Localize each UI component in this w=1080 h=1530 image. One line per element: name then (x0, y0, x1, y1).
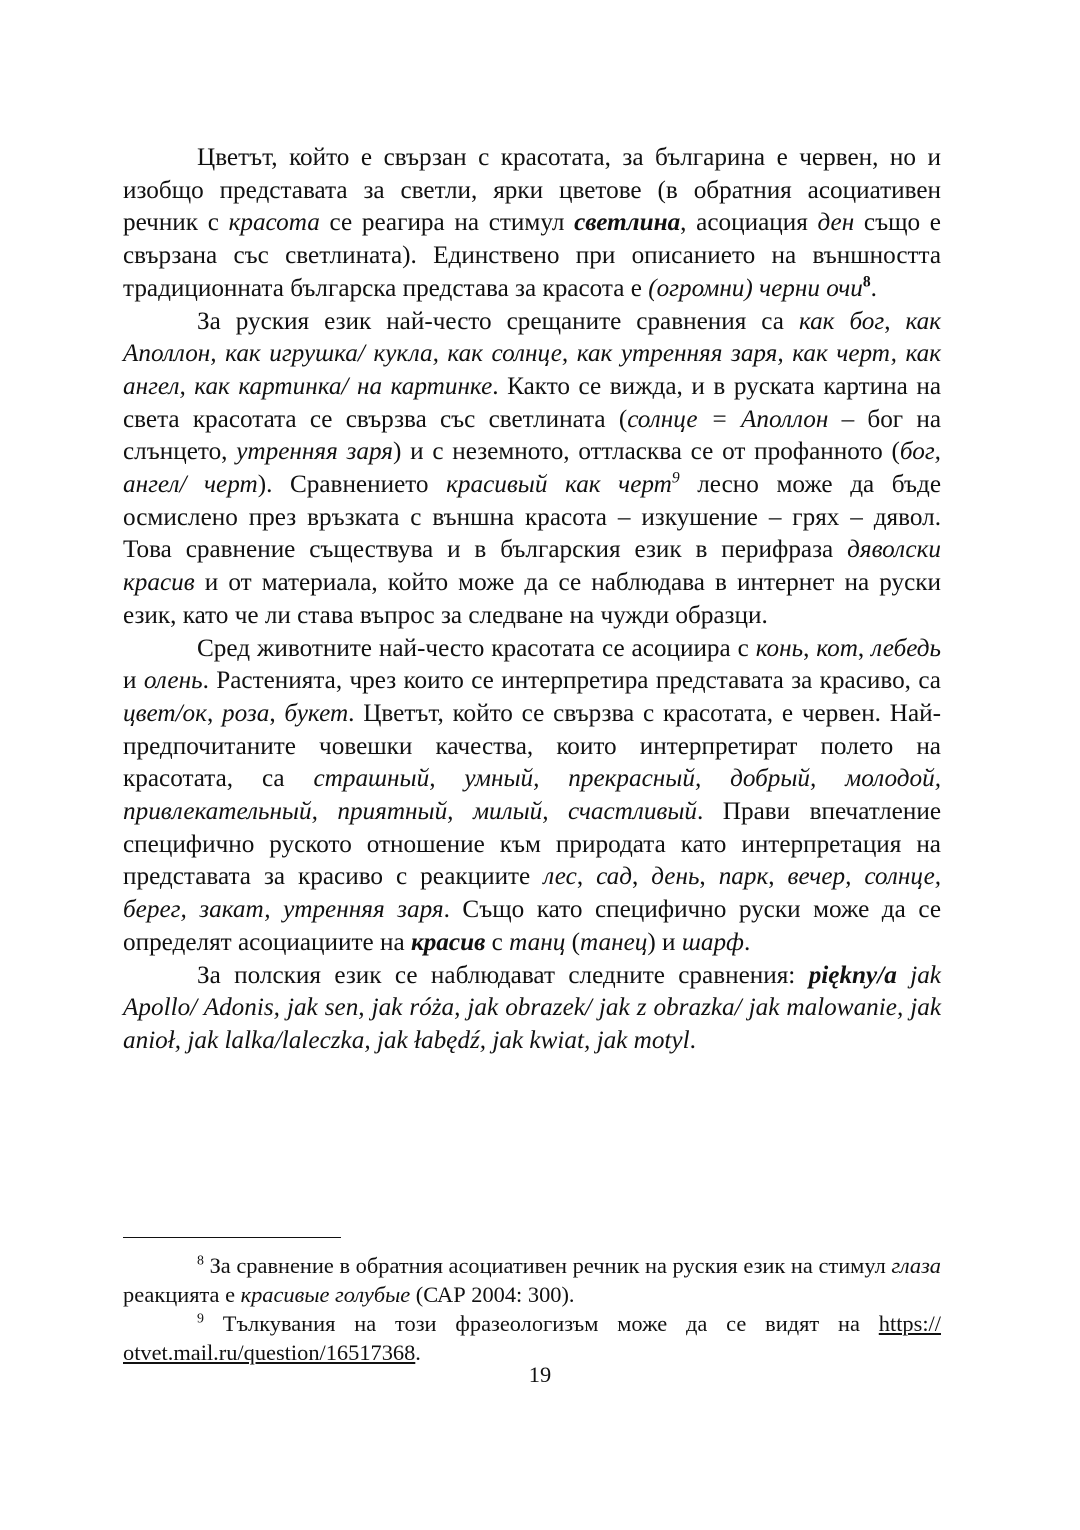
footnote (123, 1309, 941, 1367)
text-run: (САР 2004: 300). (410, 1282, 575, 1307)
text-run: . Прави впечатление специфично руското отношение към природата като интерпретация на представата за красиво с реакциите (123, 798, 941, 891)
emphasized-text: глаза (891, 1253, 941, 1278)
emphasized-text: букет (284, 699, 349, 727)
emphasized-text: конь (755, 634, 804, 662)
emphasized-text: роза (222, 699, 270, 727)
text-run: , (206, 699, 223, 727)
text-run: реакцията е (123, 1282, 241, 1307)
footnote-link[interactable]: https:// otvet.mail.ru/question/16517368 (123, 1311, 941, 1365)
emphasized-text: jak Apollo/ Adonis, jak sen, jak róża, jak obrazek/ jak z obrazka/ jak malowanie, jak anioł, jak lalka/laleczka, jak łabędź, jak kwiat, jak motyl (123, 961, 941, 1054)
footnote-marker: 9 (671, 469, 680, 487)
emphasized-text: олень (143, 667, 203, 695)
text-run: се реагира на стимул (319, 209, 575, 237)
emphasized-text: солнце = Аполлон (627, 405, 829, 433)
text-run: . (743, 928, 751, 956)
emphasized-text: вечер, солнце, берег, закат, утренняя заря (123, 863, 942, 924)
text-run: , (269, 699, 285, 727)
text-run: , (576, 863, 597, 891)
paragraph (123, 306, 941, 633)
text-run: За руския език най-често срещаните сравнения са (197, 307, 799, 335)
emphasized-text: страшный, умный, прекрасный, добрый, молодой, привлекательный, приятный, милый, счастливый (123, 765, 941, 826)
text-run: . (870, 274, 877, 302)
text-run: , (857, 634, 872, 662)
emphasized-text: сад (596, 863, 632, 891)
emphasized-text: красивые голубые (240, 1282, 411, 1307)
text-run: – бог на слънцето, (123, 405, 941, 466)
emphasized-text: красив (410, 928, 486, 956)
text-run: . Както се вижда, и в руската картина на света красотата се свързва със светлината ( (123, 372, 942, 433)
text-run: , асоциация (680, 209, 818, 237)
emphasized-text: кот (816, 634, 858, 662)
text-run: ). Сравнението (257, 471, 447, 499)
text-run: За полския език се наблюдават следните сравнения: (197, 961, 809, 989)
footnote-marker: 9 (197, 1311, 204, 1327)
text-run: и от материала, който може да се наблюдава в интернет на руски език, като че ли става въпрос за следване на чужди образци. (123, 569, 941, 629)
text-run: и (123, 667, 144, 695)
emphasized-text: красота (228, 209, 320, 237)
text-run: , (699, 863, 719, 891)
text-run: , (803, 634, 817, 662)
text-run: . Цветът, който се свързва с красотата, е червен. Най-предпочитаните човешки качества, които интерпретират полето на красотата, са (123, 699, 941, 793)
text-run: ) и (647, 928, 682, 956)
emphasized-text: как Аполлон, как игрушка/ кукла, как солнце, как утренняя заря, как черт, как ангел, как картинка/ на картинке (123, 307, 942, 400)
emphasized-text: день (651, 863, 700, 891)
footnote-marker: 8 (862, 273, 871, 291)
emphasized-text: бог, ангел/ черт (123, 438, 941, 499)
emphasized-text: шарф (681, 928, 744, 956)
paragraph (123, 633, 941, 960)
main-text (123, 142, 941, 1058)
emphasized-text: лебедь (871, 634, 942, 662)
text-run: ) и с неземното, оттласква се от профанното ( (392, 438, 900, 466)
emphasized-text: как бог (798, 307, 885, 335)
text-run: . Растенията, чрез които се интерпретира представата за красиво, са (202, 667, 941, 695)
text-run: Сред животните най-често красотата се асоциира с (197, 634, 756, 662)
text-run: Цветът, който е свързан с красотата, за българина е червен, но и изобщо представата за светли, ярки цветове (в обратния асоциативен речник с (123, 144, 941, 237)
text-run: . (415, 1340, 421, 1365)
footnote-separator (123, 1237, 341, 1238)
text-run: , (884, 307, 906, 335)
paragraph (123, 142, 941, 306)
emphasized-text: цвет/ок (123, 699, 207, 727)
emphasized-text: парк (718, 863, 769, 891)
text-run: За сравнение в обратния асоциативен речник на руския език на стимул (203, 1253, 892, 1278)
text-run: . Също като специфично руски може да се определят асоциациите на (123, 896, 941, 956)
text-run: ( (565, 928, 580, 956)
text-run (897, 962, 910, 989)
emphasized-text: светлина (574, 209, 681, 237)
emphasized-text: ден (817, 209, 855, 237)
emphasized-text: танц (509, 928, 566, 956)
footnote (123, 1251, 941, 1309)
footnotes (123, 1251, 941, 1367)
text-run: , (768, 863, 788, 891)
text-run: лесно може да бъде осмислено през връзката с външна красота – изкушение – грях – дявол. Това сравнение съществува и в българския език в перифраза (123, 471, 942, 564)
paragraph (123, 960, 941, 1058)
text-run: , (631, 863, 652, 891)
text-run: също е свързана със светлината). Единствено при описанието на външността традиционната българска представа за красота е (123, 209, 941, 302)
emphasized-text: piękny/a (808, 961, 897, 989)
footnote-marker: 8 (197, 1253, 204, 1269)
emphasized-text: красивый как черт (446, 471, 672, 499)
text-run: с (485, 928, 510, 956)
emphasized-text: танец (580, 928, 648, 956)
emphasized-text: (огромни) черни очи (648, 274, 863, 302)
text-run: Тълкувания на този фразеологизъм може да се видят на (203, 1311, 879, 1336)
text-run: . (689, 1026, 696, 1054)
emphasized-text: лес (543, 863, 577, 891)
page-number: 19 (528, 1362, 552, 1387)
emphasized-text: дяволски красив (123, 536, 941, 597)
emphasized-text: утренняя заря (236, 438, 393, 466)
